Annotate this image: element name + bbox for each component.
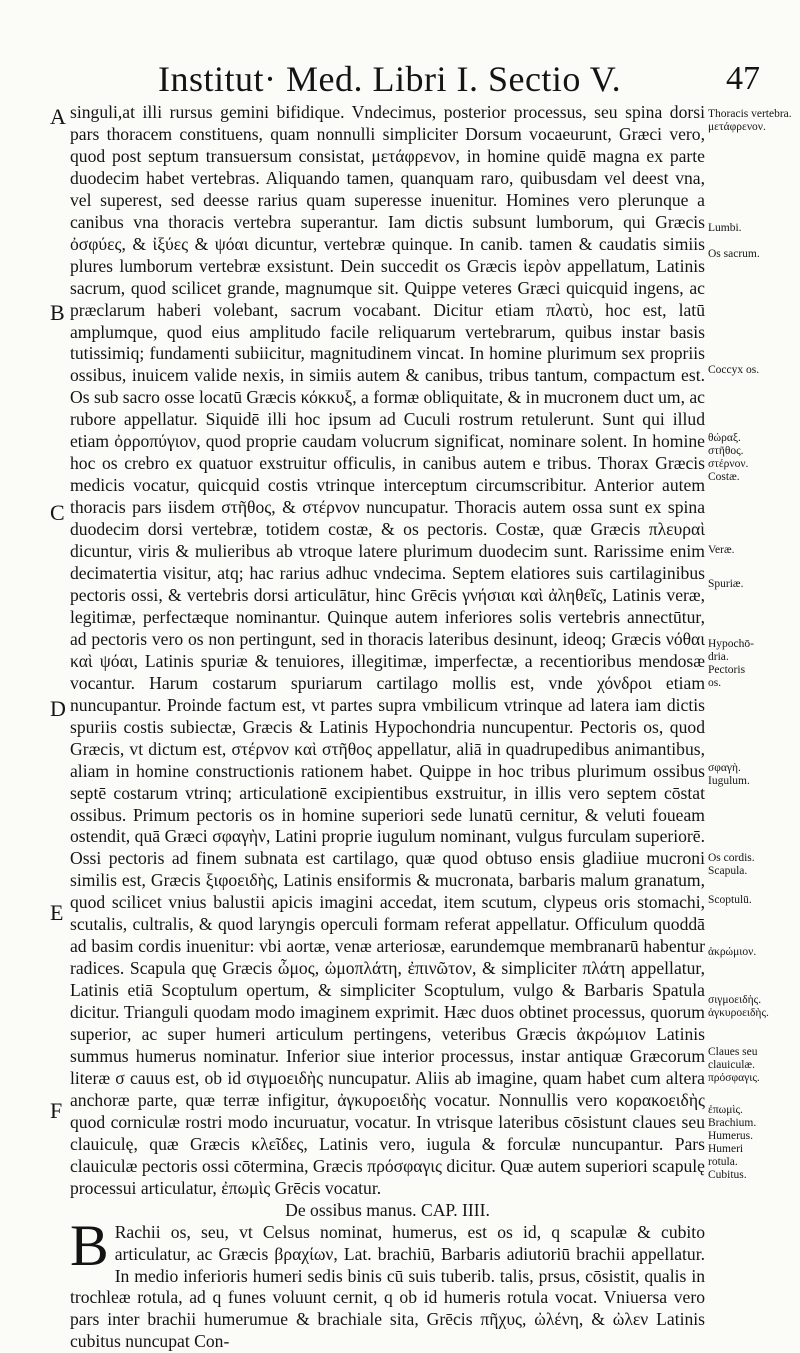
margin-note-scapula: Os cordis. Scapula. [708,852,755,877]
section-letter-f: F [50,1098,63,1123]
margin-note-thoracis: Thoracis vertebra. μετάφρενον. [708,108,792,133]
section-letter-b: B [50,300,65,325]
section-letter-c: C [50,500,65,525]
margin-note-iugulum: σφαγὴ. Iugulum. [708,762,750,787]
margin-note-claues: Claues seu clauiculæ. πρόσφαγις. [708,1046,760,1084]
margin-note-spuriae: Spuriæ. [708,578,744,590]
running-title: Institut· Med. Libri I. Sectio V. [158,59,622,99]
margin-note-costae: θώραξ. στῆθος. στέρνον. Costæ. [708,432,749,483]
section-letter-a: A [50,104,66,129]
margin-note-hypochondria: Hypochō- dria. Pectoris os. [708,638,754,689]
margin-note-acromion: ἀκρώμιον. [708,946,757,958]
main-text-block [70,102,705,1353]
margin-note-verae: Veræ. [708,544,735,556]
margin-note-scoptulum: Scoptulū. [708,894,752,906]
section-letter-d: D [50,696,66,721]
page-number: 47 [726,60,760,97]
chapter-heading: De ossibus manus. CAP. IIII. [285,1199,490,1220]
margin-note-lumbi: Lumbi. [708,222,742,234]
running-header [120,58,770,106]
chapter-paragraph [70,1212,705,1353]
section-letter-e: E [50,900,64,925]
margin-note-coccyx: Coccyx os. [708,364,760,376]
margin-note-os-sacrum: Os sacrum. [708,248,760,260]
margin-note-brachium: ἐπωμὶς. Brachium. Humerus. Humeri rotula. Cubitus. [708,1104,757,1181]
margin-note-sigmoides: σιγμοειδὴς. ἀγκυροειδὴς. [708,994,769,1019]
body-paragraph: singuli,at illi rursus gemini bifidique. Vndecimus, posterior processus, seu spina dorsi pars thoracem constituens, quam nonnulli simpliciter Dorsum vocaeurunt, Græci vero, quod post septum transuersum consistat, μετάφρενον, in homine quidē magna ex parte duodecim habet vertebras. Aliquando tamen, quanquam raro, quibusdam vel deest vna, vel superest, sed deesse rarius quam superesse inuenitur. Homines vero plerunque a canibus vna thoracis vertebra superantur. Iam dictis subsunt lumborum, qui Græcis ὀσφύες, & ἰξύες & ψόαι dicuntur, vertebræ quinque. In canib. tamen & caudatis simiis plures lumborum vertebræ exsistunt. Dein succedit os Græcis ἱερὸν appellatum, Latinis sacrum, quod scilicet grande, magnumque sit. Quippe veteres Græci quicquid ingens, ac præclarum haberi volebant, sacrum vocabant. Dicitur etiam πλατὺ, hoc est, latū amplumque, quod eius amplitudo facile reliquarum vertebrarum, quibus instar basis tutissimiq; fundamenti subiicitur, magnitudinem vincat. In homine plurimum sex propriis ossibus, inuicem valide nexis, in simiis autem & canibus, tribus tantum, compactum est. Os sub sacro osse locatū Græcis κόκκυξ, a formæ obliquitate, & in mucronem duct um, ac rubore appellatur. Siquidē illi hoc ipsum ad Cuculi rostrum retulerunt. Sunt qui illud etiam ὀρροπύγιον, quod proprie caudam volucrum significat, nominare solent. In homine hoc os crebro ex quatuor exstruitur officulis, in canibus autem e tribus. Thorax Græcis medicis vocatur, quicquid costis vtrinque interceptum circumscribitur. Anterior autem thoracis pars iisdem στῆθος, & στέρνον nuncupatur. Thoracis autem ossa sunt ex spina duodecim dorsi vertebræ, totidem costæ, & os pectoris. Costæ, quæ Græcis πλευραὶ dicuntur, viris & mulieribus ab vtroque latere plurimum duodecim sunt. Rarissime enim decimatertia visitur, atq; hac rarius adhuc vndecima. Septem elatiores suis cartilaginibus pectoris ossi, & vertebris dorsi articulātur, hinc Grēcis γνήσιαι καὶ ἀληθεῖς, Latinis veræ, legitimæ, perfectæque nominantur. Quinque autem inferiores solis vertebris annectūtur, ad pectoris vero os non pertingunt, sed in thoracis lateribus desinunt, ideoq; Græcis νόθαι καὶ ψόαι, Latinis spuriæ & tenuiores, illegitimæ, imperfectæ, a recentioribus mendosæ vocantur. Harum costarum spuriarum cartilago mollis est, vnde χόνδροι etiam nuncupantur. Proinde factum est, vt partes supra vmbilicum vtrinque ad latera iam dictis spuriis costis subiectæ, Græcis & Latinis Hypochondria nuncupentur. Pectoris os, quod Græcis, vt dictum est, στέρνον καὶ στῆθος appellatur, aliā in quadrupedibus animantibus, aliam in homine constructionis rationem habet. Quippe in hoc tribus plurimum ossibus septē costarum vtrinq; articulationē excipientibus exstruitur, in illis vero septem cōstat ossibus. Primum pectoris os in homine superiori sede lunatū cernitur, & veluti foueam ostendit, quā Græci σφαγὴν, Latini proprie iugulum nominant, vulgus furculam superiorē. Ossi pectoris ad finem subnata est cartilago, quæ quod obtuso ensis gladiiue mucroni similis est, Græcis ξιφοειδὴς, Latinis ensiformis & mucronata, barbaris malum granatum, quod scilicet vnius balustii apicis imagini accedat, item scutum, clypeus oris stomachi, scutalis, cultralis, & quod laryngis operculi formam referat appellatur. Officulum quoddā ad basim cordis inuenitur: vbi aortæ, venæ arteriosæ, earundemque membranarū habentur radices. Scapula quę Græcis ὦμος, ὠμοπλάτη, ἐπινῶτον, & simpliciter πλάτη appellatur, Latinis etiā Scoptulum opertum, & simpliciter Scoptulum, vulgo & Barbaris Spatula dicitur. Trianguli quodam modo imaginem exprimit. Hæc duos obtinet processus, quorum superior, ac super humeri articulum pertingens, veteribus Græcis ἀκρώμιον Latinis summus humerus nominatur. Inferior siue interior processus, instar antiquæ Græcorum literæ σ cauus est, ob id σιγμοειδὴς nuncupatur. Aliis ab imagine, quam habet cum altera anchoræ parte, quæ terræ infigitur, ἀγκυροειδὴς vocatur. Nonnullis vero κορακοειδὴς quod corniculæ rostri modo incuruatur, vocatur. In vtrisque lateribus cōsistunt claues seu clauiculę, quæ Græcis κλεῖδες, Latinis vero, iugula & forculæ nuncupantur. Pars clauiculæ pectoris ossi cōtermina, Græcis πρόσφαγις dicitur. Quæ autem superiori scapulę processui articulatur, ἐπωμὶς Grēcis vocatur. [70,102,705,1198]
chapter-text: Rachii os, seu, vt Celsus nominat, humerus, est os id, q scapulæ & cubito articulatur, ac Græcis βραχίων, Lat. brachiū, Barbaris adiutoriū brachii appellatur. In medio inferioris humeri sedis binis cū suis tuberib. talis, prsus, cōsistit, qualis in trochleæ rotula, ad q funes voluunt cernit, q ob id humeris rotula vocat. Vniuersa vero pars inter brachii humerumue & brachiale sita, Grēcis πῆχυς, ὠλένη, & ὠλεν Latinis cubitus nuncupat Con- [70,1221,705,1352]
drop-cap: B [70,1212,109,1278]
